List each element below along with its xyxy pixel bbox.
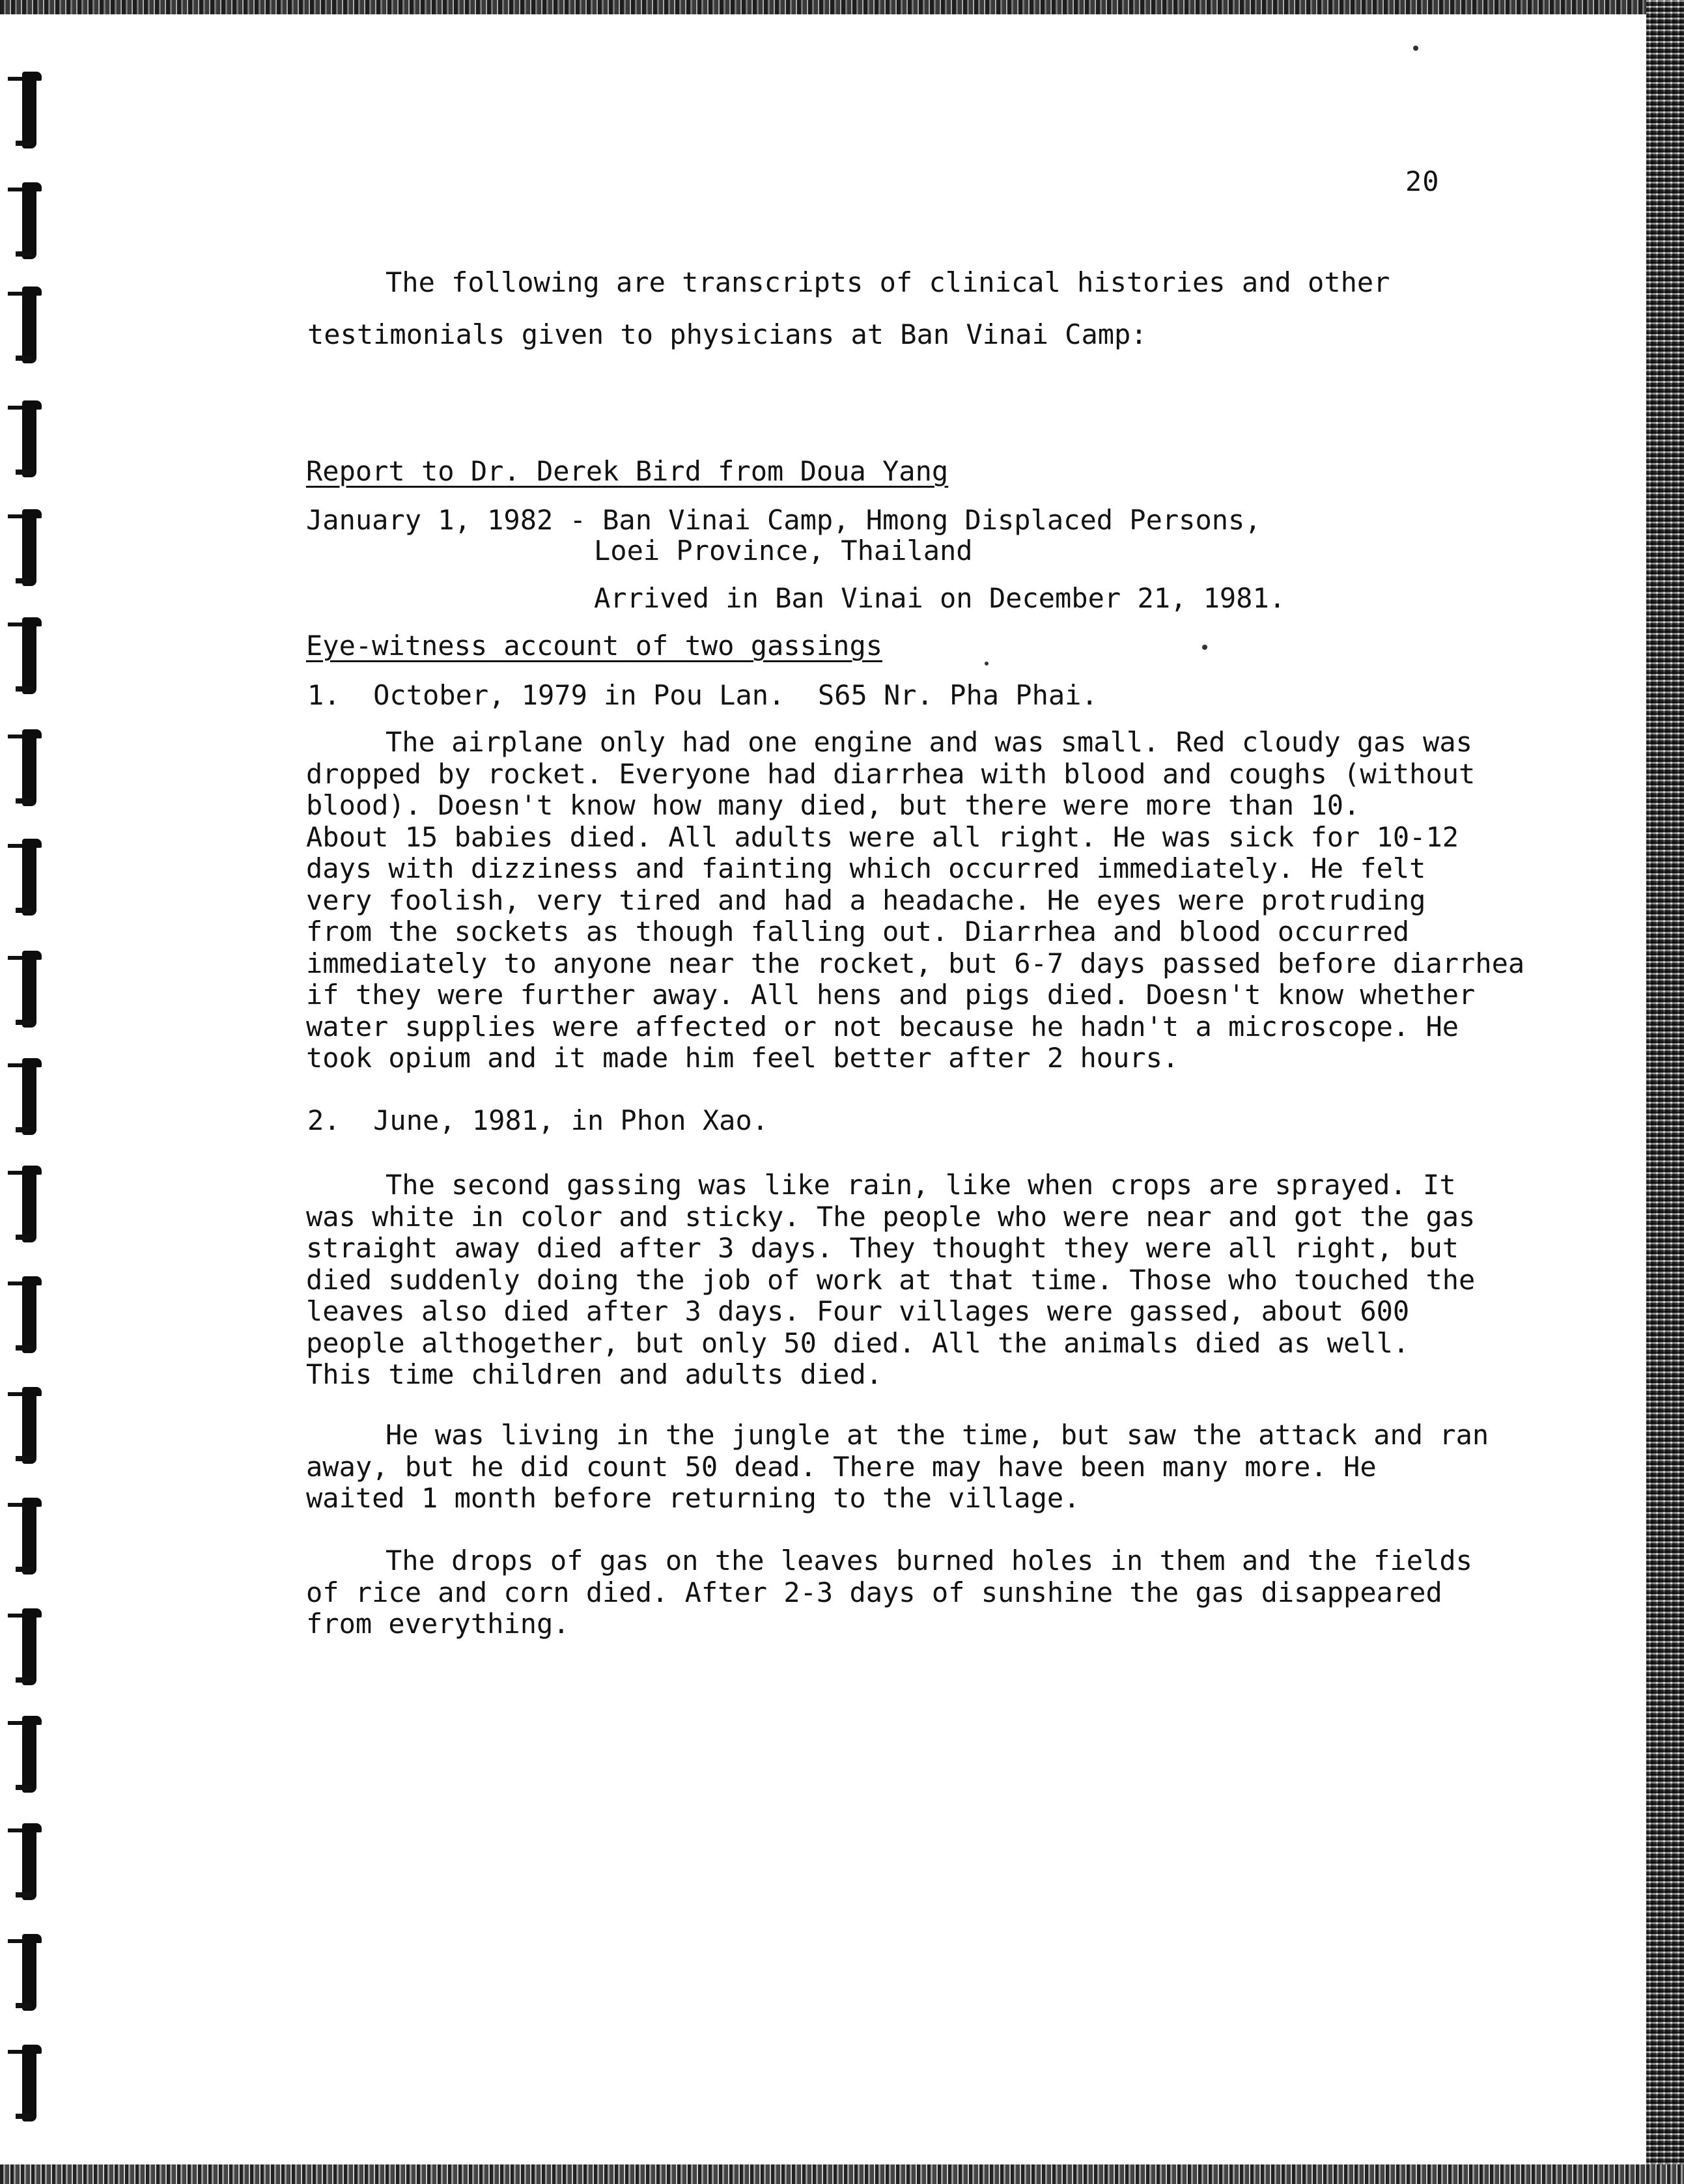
report-place-line: Loei Province, Thailand [594,535,973,567]
intro-line-2: testimonials given to physicians at Ban Vinai Camp: [307,318,1147,350]
account-1-paragraph: The airplane only had one engine and was small. Red cloudy gas was dropped by rocket. Everyone had diarrhea with blood and coughs (without blood). Doesn't know how many died, but there were more than 10. About 15 babies died. All adults were all right. He was sick for 10-12 days with dizziness and fainting which occurred immediately. He felt very foolish, very tired and had a headache. He eyes were protruding from the sockets as though falling out. Diarrhea and blood occurred immediately to anyone near the rocket, but 6-7 days passed before diarrhea if they were further away. All hens and pigs died. Doesn't know whether water supplies were affected or not because he hadn't a microscope. He took opium and it made him feel better after 2 hours. [306,726,1525,1074]
account-2-paragraph-2: He was living in the jungle at the time, but saw the attack and ran away, but he did count 50 dead. There may have been many more. He waited 1 month before returning to the village. [306,1419,1489,1514]
intro-line-1: The following are transcripts of clinical histories and other [386,266,1390,298]
account-2-paragraph-1: The second gassing was like rain, like when crops are sprayed. It was white in color and sticky. The people who were near and got the gas straight away died after 3 days. They thought they were all right, but died suddenly doing the job of work at that time. Those who touched the leaves also died after 3 days. Four villages were gassed, about 600 people althogether, but only 50 died. All the animals died as well. This time children and adults died. [306,1169,1476,1390]
page-number: 20 [1405,165,1440,197]
account-subheading: Eye-witness account of two gassings [306,630,883,662]
account-2-label: 2. June, 1981, in Phon Xao. [307,1104,769,1136]
report-arrived-line: Arrived in Ban Vinai on December 21, 1981. [594,582,1286,614]
report-dateline: January 1, 1982 - Ban Vinai Camp, Hmong Displaced Persons, [306,504,1261,536]
account-1-label: 1. October, 1979 in Pou Lan. S65 Nr. Pha Phai. [307,679,1098,711]
report-heading: Report to Dr. Derek Bird from Doua Yang [306,455,949,487]
account-2-paragraph-3: The drops of gas on the leaves burned holes in them and the fields of rice and corn died. After 2-3 days of sunshine the gas disappeared from everything. [306,1545,1472,1640]
